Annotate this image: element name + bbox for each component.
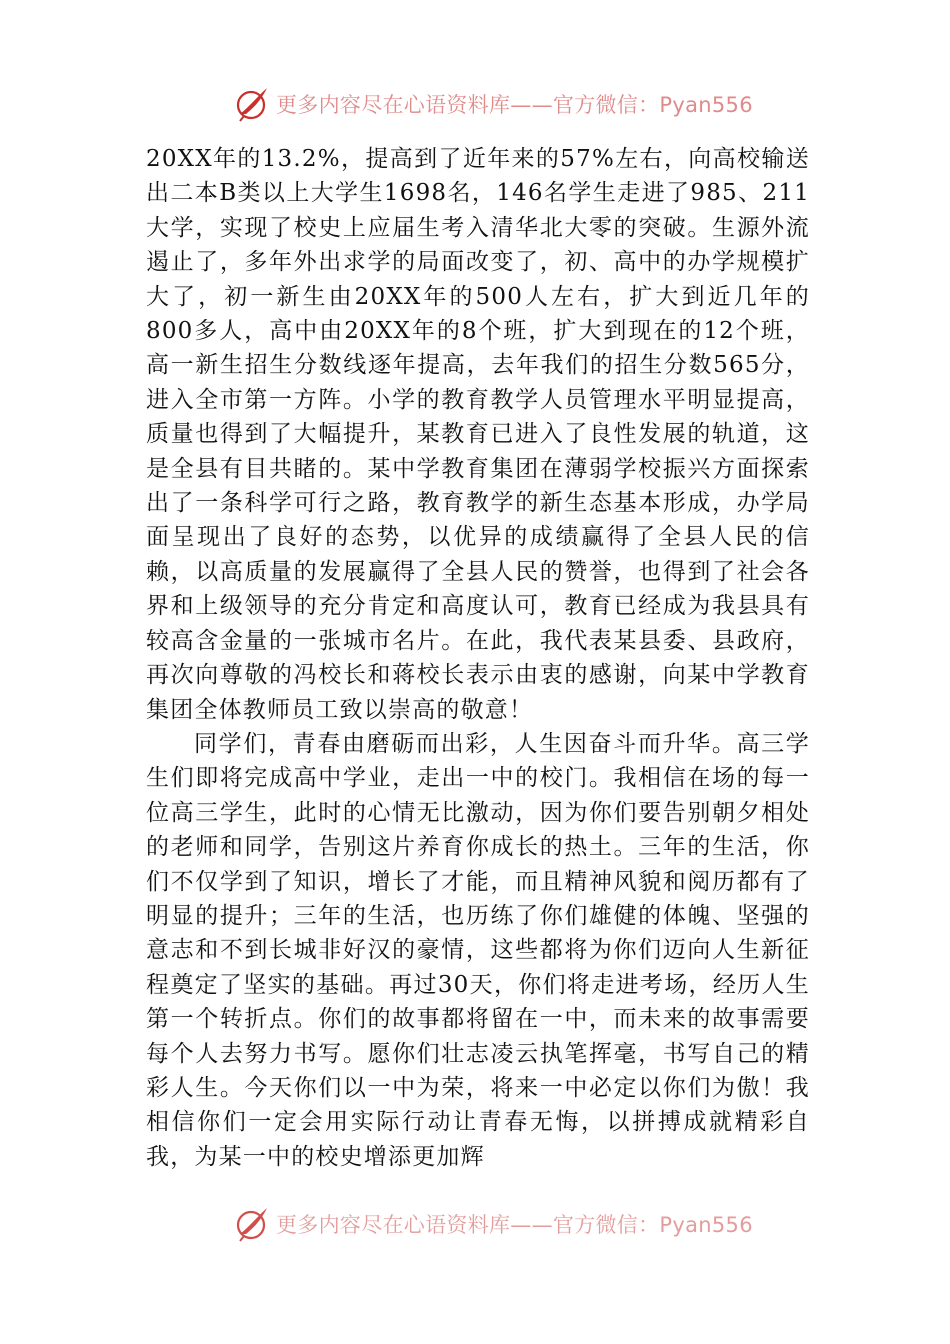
document-body <box>146 142 810 1174</box>
watermark-text: 更多内容尽在心语资料库——官方微信：Pyan556 <box>276 1213 753 1237</box>
quill-logo-icon <box>232 84 272 124</box>
body-paragraph: 20XX年的13.2%，提高到了近年来的57%左右，向高校输送出二本B类以上大学生1698名，146名学生走进了985、211大学，实现了校史上应届生考入清华北大零的突破。生源外流遏止了，多年外出求学的局面改变了，初、高中的办学规模扩大了，初一新生由20XX年的500人左右，扩大到近几年的800多人，高中由20XX年的8个班，扩大到现在的12个班，高一新生招生分数线逐年提高，去年我们的招生分数565分，进入全市第一方阵。小学的教育教学人员管理水平明显提高，质量也得到了大幅提升，某教育已进入了良性发展的轨道，这是全县有目共睹的。某中学教育集团在薄弱学校振兴方面探索出了一条科学可行之路，教育教学的新生态基本形成，办学局面呈现出了良好的态势，以优异的成绩赢得了全县人民的信赖，以高质量的发展赢得了全县人民的赞誉，也得到了社会各界和上级领导的充分肯定和高度认可，教育已经成为我县具有较高含金量的一张城市名片。在此，我代表某县委、县政府，再次向尊敬的冯校长和蒋校长表示由衷的感谢，向某中学教育集团全体教师员工致以崇高的敬意！ <box>146 146 810 723</box>
watermark-footer <box>232 1202 753 1246</box>
watermark-text: 更多内容尽在心语资料库——官方微信：Pyan556 <box>276 93 753 117</box>
watermark-header <box>232 82 753 126</box>
quill-logo-icon <box>232 1204 272 1244</box>
body-paragraph: 同学们，青春由磨砺而出彩，人生因奋斗而升华。高三学生们即将完成高中学业，走出一中的校门。我相信在场的每一位高三学生，此时的心情无比激动，因为你们要告别朝夕相处的老师和同学，告别这片养育你成长的热土。三年的生活，你们不仅学到了知识，增长了才能，而且精神风貌和阅历都有了明显的提升；三年的生活，也历练了你们雄健的体魄、坚强的意志和不到长城非好汉的豪情，这些都将为你们迈向人生新征程奠定了坚实的基础。再过30天，你们将走进考场，经历人生第一个转折点。你们的故事都将留在一中，而未来的故事需要每个人去努力书写。愿你们壮志凌云执笔挥毫，书写自己的精彩人生。今天你们以一中为荣，将来一中必定以你们为傲！我相信你们一定会用实际行动让青春无悔，以拼搏成就精彩自我，为某一中的校史增添更加辉 <box>146 730 810 1170</box>
